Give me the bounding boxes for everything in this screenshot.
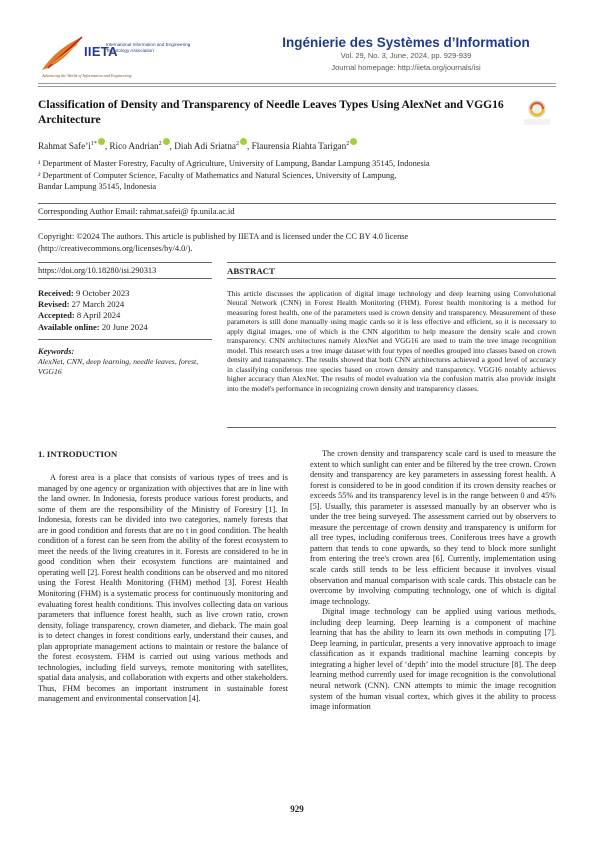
volume-line: Vol. 29, No. 3, June, 2024, pp. 929-939: [340, 51, 472, 60]
author-name[interactable]: Flaurensia Riahta Tarigan: [251, 141, 347, 152]
journal-title: Ingénierie des Systèmes d’Information: [282, 35, 530, 50]
author-affiliation-mark: 2: [346, 141, 350, 147]
date-row: [38, 299, 148, 310]
date-row: [38, 288, 148, 299]
orcid-icon[interactable]: [98, 138, 105, 145]
article-dates: [38, 288, 148, 333]
orcid-icon[interactable]: [350, 138, 357, 145]
copyright-line: Copyright: ©2024 The authors. This article is published by IIETA and is licensed under the CC BY 4.0 license: [38, 232, 409, 241]
orcid-icon[interactable]: [240, 138, 247, 145]
header-divider: [38, 86, 556, 87]
page-number: 929: [290, 804, 304, 814]
paragraph: A forest area is a place that consists of various types of trees and is managed by one agency or organization with objectives that are in line with the land owner. In Indonesia, forests produce various forest products, and some of them are the responsibility of the Ministry of Forestry [1]. In Indonesia, forests can be divided into two categories, namely forests that are in good condition and forests that are no t in good condition. The health condition of a forest can be seen from the ability of the forest ecosystem to meet the needs of the living creatures in it. Forests are considered to be in good condition when their ecosystem functions are maintained and operating well [2]. Forest health conditions can be observed and mo nitored using the Forest Health Monitoring (FHM) method [3]. Forest Health Monitoring (FHM) is a systematic process for continuously monitoring and evaluating forest health conditions. This involves collecting data on various parameters that influence forest health, such as live crown ratio, crown density, foliage transparency, crown diameter, and dieback. The main goal is to detect changes in forest conditions early, understand their causes, and plan appropriate management actions to maintain or restore the balance of the forest ecosystem. FHM is carried out using various methods and technologies, including field surveys, remote monitoring with satellites, spatial data analysis, and collaboration with experts and other stakeholders. Thus, FHM becomes an important instrument in sustainable forest management and environmental conservation [4].: [38, 473, 288, 704]
feather-pen-icon: [38, 34, 88, 74]
author-affiliation-mark: 1*: [90, 141, 97, 147]
abstract-text: This article discusses the application of digital image technology and deep learning using Convolutional Neural Network (CNN) in Forest Health Monitoring (FHM). Forest health monitoring is a method for measuring forest health, one of the parameters used is crown density and transparency. Measurement of these parameters is still done manually using magic cards so it is less effective and efficient, so it is necessary to apply digital images, one of which is the CNN algorithm to help measure the density scale and crown transparency. CNN architectures namely AlexNet and VGG16 are used to train the tree image recognition model. This research uses a tree image dataset with four types of needles grouped into classes based on crown density and transparency. The results showed that both CNN architectures achieved a good level of accuracy in classifying coniferous tree species based on crown density and transparency. VGG16 notably achieves higher accuracy than AlexNet. The results of model evaluation via the confusion matrix also provide insight into the model's performance in recognizing crown density and transparency classes.: [227, 289, 556, 393]
divider: [38, 339, 212, 340]
copyright-notice: [38, 231, 556, 254]
date-label: Revised:: [38, 299, 70, 310]
author-name[interactable]: Rahmat Safe’i: [38, 141, 91, 152]
publisher-logo-text: IIETA: [84, 44, 118, 59]
keywords: AlexNet, CNN, deep learning, needle leaves, forest, VGG16: [38, 357, 199, 376]
divider: [227, 427, 556, 428]
affiliation-2: [38, 170, 556, 192]
license-link[interactable]: (http://creativecommons.org/licenses/by/4.0/).: [38, 243, 193, 253]
author-list: Rahmat $Safe’i^{1*}$ , Rico Andrian$^2$ , Diah Adi Sriatna$^2$ , Flaurensia Riahta Tarigan$^2$: [38, 138, 538, 151]
author-affiliation-mark: 2: [158, 141, 162, 147]
publisher-tagline: Advancing the World of Information and Engineering: [42, 73, 132, 78]
date-value: 20 June 2024: [101, 321, 148, 332]
date-value: 27 March 2024: [71, 299, 125, 310]
corresponding-author: Corresponding Author Email: rahmat.safei@ fp.unila.ac.id: [38, 207, 235, 216]
date-label: Available online:: [38, 321, 100, 332]
left-column: [38, 473, 288, 705]
date-row: [38, 310, 148, 321]
publisher-name: International Information and Engineering Technology Association: [106, 42, 191, 53]
author-name[interactable]: Rico Andrian: [109, 141, 159, 152]
divider: [38, 203, 556, 204]
paragraph: The crown density and transparency scale card is used to measure the extent to which sunlight can enter and be filtered by the tree crown. Crown density and transparency are key parameters in assessing forest health. A forest is considered to be in good condition if its crown density reaches or exceeds 55% and its transparency level is in the range between 0 and 45% [5]. Usually, this parameter is assessed manually by an observer who is under the tree being surveyed. The assessment carried out by observers to measure the percentage of crown density and transparency is uniform for all tree types, including coniferous trees. Coniferous trees have a growth pattern that tends to cone upwards, so they tend to block more sunlight from entering the tree's crown area [6]. Currently, implementation using scale cards still tends to be less efficient because it involves visual observation and manual comparison with scale cards. This obstacle can be overcome by involving computing technology, one of which is digital image technology.: [310, 449, 556, 606]
divider: [227, 262, 556, 263]
author-name[interactable]: Diah Adi Sriatna: [174, 141, 237, 152]
date-label: Received:: [38, 288, 74, 298]
section-heading: 1. INTRODUCTION: [38, 449, 118, 459]
paper-title: Classification of Density and Transparency of Needle Leaves Types Using AlexNet and VGG16 Architecture: [38, 98, 504, 126]
paragraph: Digital image technology can be applied using various methods, including deep learning. Deep learning is a component of machine learning that has the ability to learn its own methods in computing [7]. Deep learning, in particular, presents a very innovative approach to image classification as it expands traditional machine learning concepts by integrating a higher level of ‘depth’ into the model structure [8]. The deep learning method currently used for image recognition is the convolutional neural network (CNN). CNN attempts to mimic the image recognition system of the human visual cortex, which gives it the ability to process image information: [310, 607, 556, 712]
affiliation-1: ¹ Department of Master Forestry, Faculty of Agriculture, University of Lampung, Bandar Lampung 35145, Indonesia: [38, 159, 430, 168]
abstract-heading: ABSTRACT: [227, 266, 275, 276]
divider: [38, 219, 556, 220]
check-for-updates-badge[interactable]: [521, 99, 553, 127]
publisher-logo: [38, 34, 198, 78]
header-divider: [38, 83, 556, 84]
date-value: 8 April 2024: [76, 310, 121, 321]
affiliation-2-line: ² Department of Computer Science, Faculty of Mathematics and Natural Sciences, University of Lampung,: [38, 171, 397, 180]
divider: [227, 278, 556, 279]
check-for-updates-icon: [521, 99, 553, 127]
orcid-icon[interactable]: [163, 138, 170, 145]
right-column: [310, 449, 556, 713]
divider: [38, 262, 212, 263]
journal-homepage-link[interactable]: Journal homepage: http://iieta.org/journals/isi: [331, 63, 481, 72]
date-label: Accepted:: [38, 310, 75, 321]
date-row: [38, 322, 148, 333]
keywords-heading: Keywords:: [38, 347, 75, 356]
doi-link[interactable]: https://doi.org/10.18280/isi.290313: [38, 266, 157, 275]
author-affiliation-mark: 2: [236, 141, 240, 147]
divider: [38, 278, 212, 279]
date-value: 9 October 2023: [75, 288, 130, 298]
affiliation-2-line: Bandar Lampung 35145, Indonesia: [38, 182, 157, 191]
